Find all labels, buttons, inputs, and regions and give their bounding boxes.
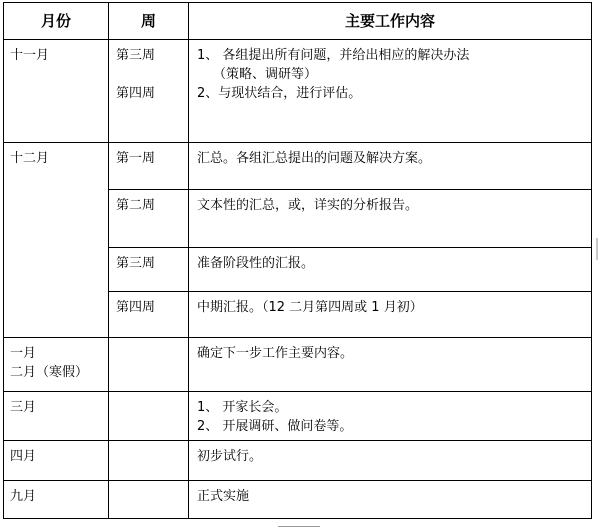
content-cell [189,40,592,143]
content-line: （策略、调研等） [213,67,318,82]
month-cell [4,40,109,143]
content-line: 1、 各组提出所有问题，并给出相应的解决办法 [197,48,470,63]
month-label: 十二月 [10,151,50,166]
content-cell [189,190,592,248]
work-plan-table [3,2,592,519]
content-line: 文本性的汇总，或，详实的分析报告。 [197,198,419,213]
content-cell [189,292,592,338]
content-cell [189,481,592,519]
month-label: 九月 [10,489,37,504]
week-cell [109,40,189,143]
week-label: 第四周 [116,300,156,315]
month-cell [4,392,109,441]
month-cell [4,143,109,338]
content-line: 确定下一步工作主要内容。 [197,346,354,361]
month-label: 二月（寒假） [10,365,89,380]
week-cell [109,392,189,441]
content-line: 正式实施 [197,489,250,504]
content-line: 准备阶段性的汇报。 [197,256,315,271]
scroll-marker [596,238,598,260]
table-row-jan-feb [4,338,592,392]
week-cell [109,292,189,338]
content-line: 1、 开家长会。 [197,400,288,415]
week-cell [109,481,189,519]
week-label: 第一周 [116,151,156,166]
table-row-december-week1 [4,143,592,190]
week-label: 第三周 [116,256,156,271]
table-header-row [4,3,592,40]
month-label: 一月 [10,346,37,361]
month-cell [4,338,109,392]
week-cell [109,338,189,392]
content-line: 汇总。各组汇总提出的问题及解决方案。 [197,151,432,166]
header-month: 月份 [4,3,109,40]
table-row-april [4,441,592,481]
week-cell [109,143,189,190]
content-line: 2、 开展调研、做问卷等。 [197,419,353,434]
month-label: 三月 [10,400,37,415]
week-label: 第三周 [116,48,156,63]
page-divider [278,526,320,527]
month-label: 十一月 [10,48,50,63]
header-week: 周 [109,3,189,40]
table-row-march [4,392,592,441]
week-cell [109,190,189,248]
content-cell [189,338,592,392]
week-label: 第二周 [116,198,156,213]
content-cell [189,392,592,441]
week-cell [109,441,189,481]
content-line: 中期汇报。（12 二月第四周或 1 月初） [197,300,423,315]
header-content: 主要工作内容 [189,3,592,40]
table-row-november [4,40,592,143]
content-cell [189,143,592,190]
month-cell [4,481,109,519]
week-cell [109,248,189,292]
content-line: 初步试行。 [197,449,263,464]
content-line: 2、与现状结合，进行评估。 [197,86,362,101]
week-label: 第四周 [116,86,156,101]
content-cell [189,248,592,292]
content-cell [189,441,592,481]
month-cell [4,441,109,481]
month-label: 四月 [10,449,37,464]
table-row-september [4,481,592,519]
